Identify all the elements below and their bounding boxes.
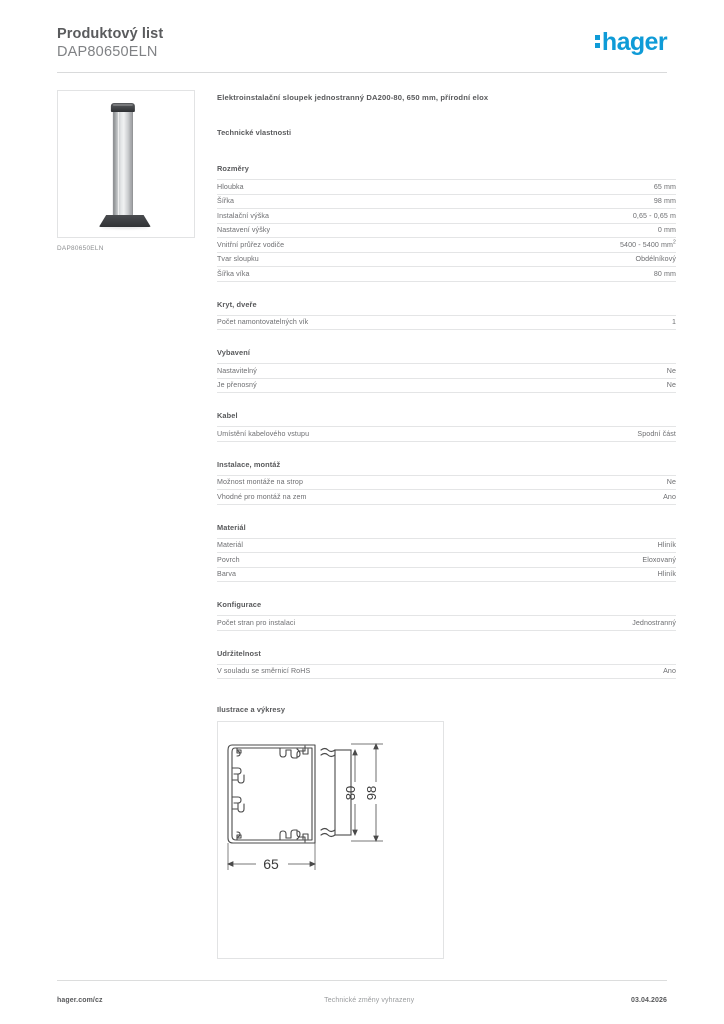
footer-website[interactable]: hager.com/cz (57, 997, 103, 1004)
profile-cross-section-drawing (218, 722, 445, 960)
spec-group (217, 460, 676, 505)
spec-group-title: Instalace, montáž (217, 459, 281, 469)
spec-value: Ano (502, 490, 676, 505)
table-row (217, 252, 676, 267)
spec-value: 98 mm (502, 194, 676, 209)
table-row (217, 616, 676, 631)
spec-group-title: Rozměry (217, 164, 249, 173)
spec-label: Barva (217, 567, 502, 582)
specifications-container (217, 164, 676, 679)
table-row (217, 475, 676, 490)
dim-width-label: 65 (263, 856, 279, 872)
spec-value: 5400 - 5400 $mm^2$ (502, 238, 676, 253)
spec-group (217, 523, 676, 583)
spec-group (217, 600, 676, 631)
table-row (217, 209, 676, 224)
spec-table (217, 538, 676, 583)
table-row (217, 223, 676, 238)
spec-group-title: Konfigurace (217, 600, 262, 609)
spec-value: 65 mm (502, 180, 676, 195)
footer-date: 03.04.2026 (630, 997, 667, 1004)
spec-label: Hloubka (217, 180, 502, 195)
table-row (217, 378, 676, 393)
table-row (217, 267, 676, 282)
logo-colon-icon (595, 35, 600, 49)
main-content (217, 93, 676, 959)
spec-label: Vnitřní průřez vodiče (217, 238, 502, 253)
spec-group (217, 164, 676, 282)
product-photo (97, 99, 153, 231)
spec-label: Vhodné pro montáž na zem (217, 490, 502, 505)
spec-label: Materiál (217, 538, 502, 553)
spec-value: 80 mm (502, 267, 676, 282)
spec-value: 1 (502, 315, 676, 330)
spec-label: V souladu se směrnicí RoHS (217, 664, 502, 679)
spec-value: Ano (502, 664, 676, 679)
spec-table (217, 426, 676, 442)
spec-group-title: Udržitelnost (217, 648, 261, 658)
spec-group-title: Materiál (217, 522, 246, 532)
dim-outer-height-label: 98 (364, 785, 379, 801)
spec-group (217, 300, 676, 331)
page-header (57, 26, 667, 70)
spec-value: Hliník (502, 567, 676, 582)
column-body (113, 107, 133, 219)
table-row (217, 427, 676, 442)
spec-table (217, 179, 676, 282)
page-footer (57, 997, 667, 1004)
spec-table (217, 475, 676, 505)
table-row (217, 664, 676, 679)
spec-label: Počet stran pro instalaci (217, 616, 502, 631)
illustrations-heading: Ilustrace a výkresy (217, 705, 286, 714)
spec-label: Šířka (217, 194, 502, 209)
footer-divider (57, 980, 667, 981)
spec-value: Jednostranný (502, 616, 676, 631)
spec-value: Ne (502, 364, 676, 379)
spec-label: Umístění kabelového vstupu (217, 427, 502, 442)
table-row (217, 553, 676, 568)
spec-group (217, 411, 676, 442)
spec-label: Možnost montáže na strop (217, 475, 502, 490)
table-row (217, 180, 676, 195)
table-row (217, 364, 676, 379)
spec-label: Šířka víka (217, 267, 502, 282)
hager-logo (595, 29, 667, 55)
spec-label: Je přenosný (217, 378, 502, 393)
spec-value: 0 mm (502, 223, 676, 238)
technical-drawing-box (217, 721, 444, 959)
technical-properties-heading: Technické vlastnosti (217, 128, 292, 137)
header-divider (57, 72, 667, 73)
spec-group-title: Kryt, dveře (217, 299, 257, 309)
spec-table (217, 664, 676, 680)
spec-label: Nastavitelný (217, 364, 502, 379)
spec-value: Hliník (502, 538, 676, 553)
spec-group-title: Vybavení (217, 348, 250, 357)
spec-group-title: Kabel (217, 411, 238, 420)
page-title: Produktový list (57, 26, 164, 42)
dim-inner-height-label: 80 (343, 785, 358, 801)
spec-label: Počet namontovatelných vík (217, 315, 502, 330)
spec-value: 0,65 - 0,65 m (502, 209, 676, 224)
product-reference: DAP80650ELN (57, 44, 158, 60)
table-row (217, 538, 676, 553)
spec-group (217, 649, 676, 680)
table-row (217, 194, 676, 209)
spec-label: Nastavení výšky (217, 223, 502, 238)
spec-group (217, 348, 676, 393)
spec-table (217, 615, 676, 631)
spec-table (217, 315, 676, 331)
spec-value: Spodní část (502, 427, 676, 442)
spec-value: Ne (502, 378, 676, 393)
column-base-plate (99, 215, 151, 227)
spec-value: Eloxovaný (502, 553, 676, 568)
spec-value: Obdélníkový (502, 252, 676, 267)
logo-wordmark: hager (601, 27, 667, 56)
spec-label: Tvar sloupku (217, 252, 502, 267)
table-row (217, 315, 676, 330)
column-top-cap (111, 103, 135, 112)
spec-table (217, 363, 676, 393)
spec-value: Ne (502, 475, 676, 490)
product-image-caption: DAP80650ELN (57, 245, 104, 252)
spec-label: Povrch (217, 553, 502, 568)
product-image-panel (57, 90, 195, 238)
table-row (217, 567, 676, 582)
product-headline: Elektroinstalační sloupek jednostranný DA200-80, 650 mm, přírodní elox (217, 93, 489, 102)
table-row (217, 238, 676, 253)
table-row (217, 490, 676, 505)
footer-disclaimer: Technické změny vyhrazeny (324, 997, 415, 1004)
spec-label: Instalační výška (217, 209, 502, 224)
